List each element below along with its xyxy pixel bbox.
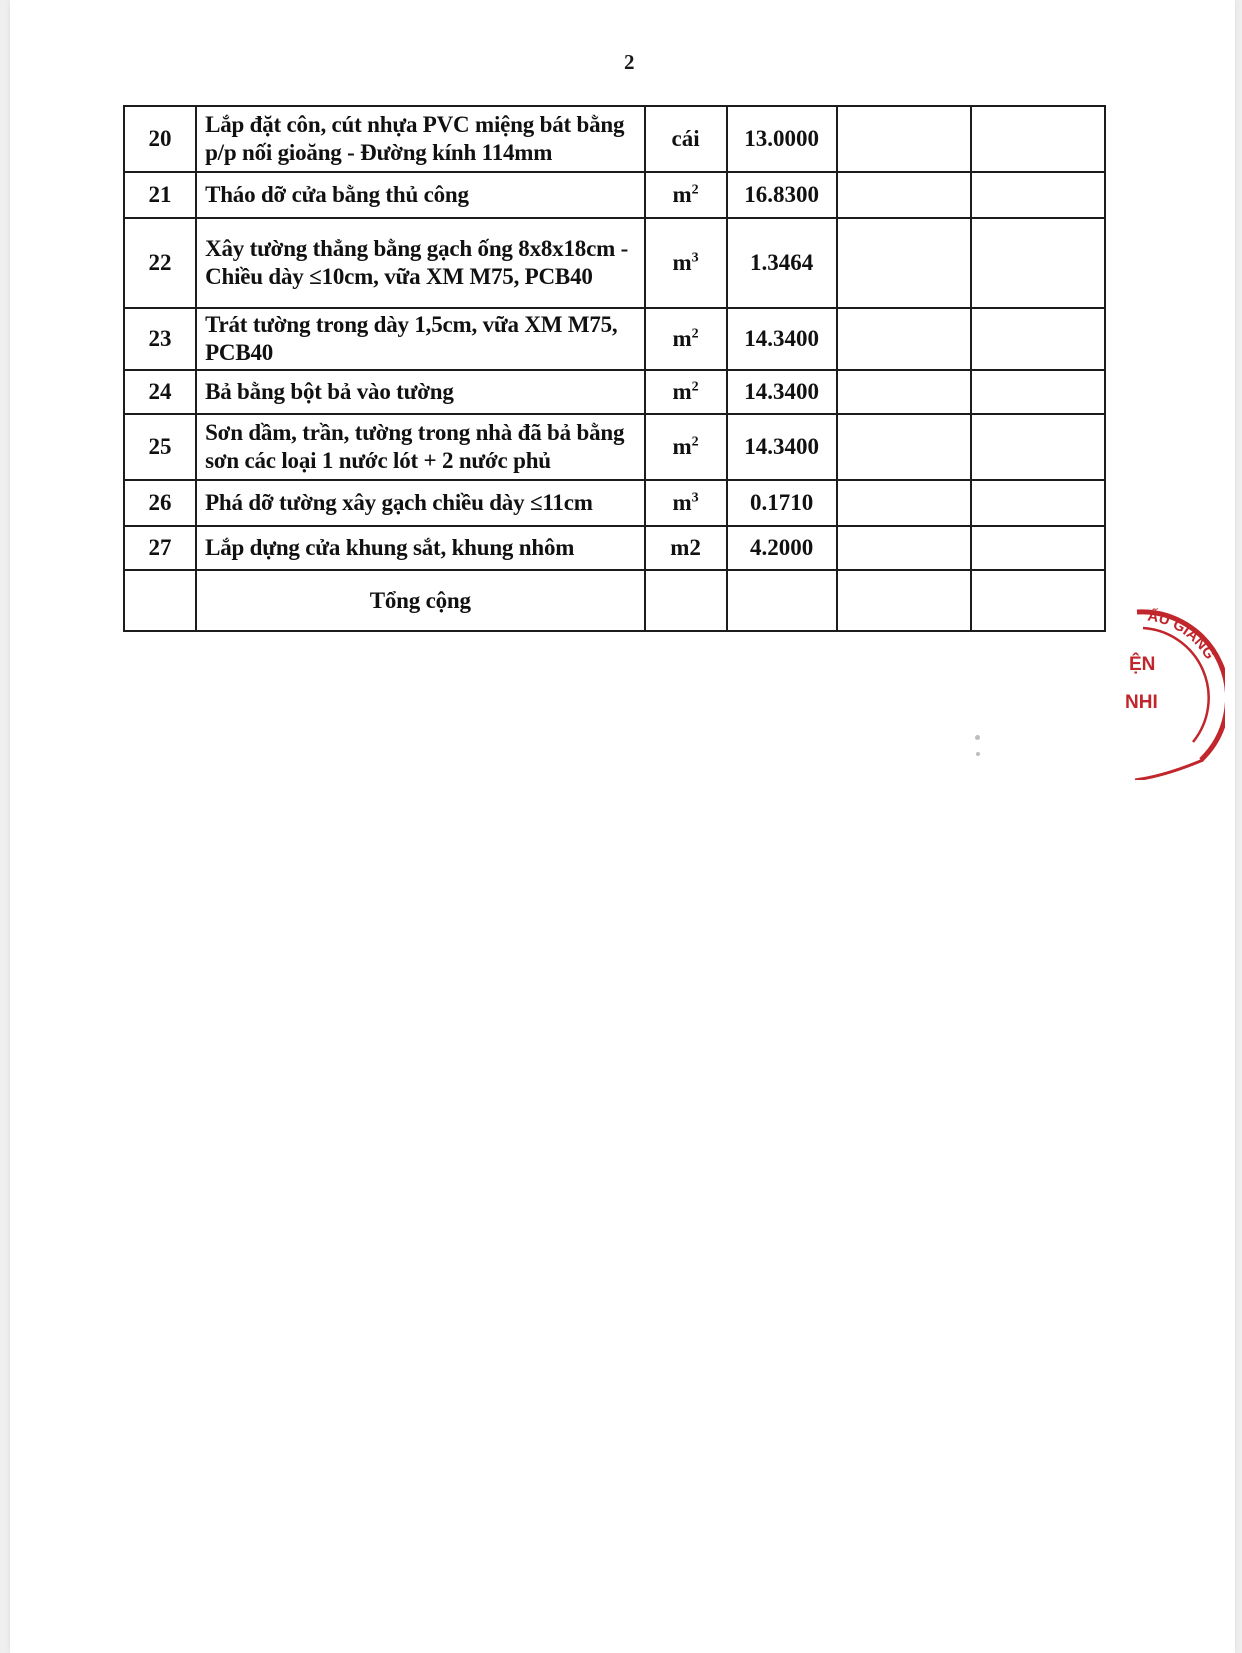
row-empty-cell — [727, 570, 837, 631]
row-empty-cell — [645, 570, 727, 631]
stamp-ring-icon — [1115, 600, 1225, 780]
row-unit: $m^2$ — [645, 308, 727, 370]
row-unit: m2 — [645, 526, 727, 570]
row-quantity: 14.3400 — [727, 308, 837, 370]
table-row — [124, 218, 1105, 308]
row-empty-cell — [971, 308, 1105, 370]
row-empty-cell — [971, 218, 1105, 308]
row-empty-cell — [837, 106, 971, 172]
row-unit: $m^2$ — [645, 414, 727, 480]
row-description: Bả bằng bột bả vào tường — [196, 370, 644, 414]
row-description: Lắp đặt côn, cút nhựa PVC miệng bát bằng p/p nối gioăng - Đường kính 114mm — [196, 106, 644, 172]
row-empty-cell — [971, 570, 1105, 631]
row-empty-cell — [837, 308, 971, 370]
row-number: 25 — [124, 414, 196, 480]
row-description: Xây tường thẳng bằng gạch ống 8x8x18cm - Chiều dày ≤10cm, vữa XM M75, PCB40 — [196, 218, 644, 308]
quantity-table — [123, 105, 1106, 632]
row-empty-cell — [837, 218, 971, 308]
row-description: Lắp dựng cửa khung sắt, khung nhôm — [196, 526, 644, 570]
table-row — [124, 526, 1105, 570]
table-row — [124, 480, 1105, 526]
row-number: 24 — [124, 370, 196, 414]
row-number: 27 — [124, 526, 196, 570]
document-page — [10, 0, 1235, 1653]
table-row — [124, 106, 1105, 172]
row-unit: $m^3$ — [645, 218, 727, 308]
row-quantity: 16.8300 — [727, 172, 837, 218]
row-quantity: 0.1710 — [727, 480, 837, 526]
row-empty-cell — [971, 526, 1105, 570]
scan-speck — [976, 752, 980, 756]
row-empty-cell — [971, 480, 1105, 526]
table-row — [124, 172, 1105, 218]
row-quantity: 14.3400 — [727, 370, 837, 414]
row-number: 21 — [124, 172, 196, 218]
row-number: 22 — [124, 218, 196, 308]
row-number: 20 — [124, 106, 196, 172]
row-description: Tháo dỡ cửa bằng thủ công — [196, 172, 644, 218]
row-empty-cell — [837, 480, 971, 526]
row-empty-cell — [971, 106, 1105, 172]
row-unit: $m^2$ — [645, 172, 727, 218]
stamp-arc-text: ẤU GIANG — [1146, 607, 1219, 663]
row-empty-cell — [837, 526, 971, 570]
stamp-text-line2: NHI — [1125, 692, 1158, 713]
row-quantity: 13.0000 — [727, 106, 837, 172]
scan-speck — [975, 735, 980, 740]
row-number: 23 — [124, 308, 196, 370]
page-number: 2 — [624, 50, 635, 74]
row-empty-cell — [971, 172, 1105, 218]
row-empty-cell — [837, 570, 971, 631]
official-stamp — [1115, 600, 1225, 780]
stamp-text-line1: ỆN — [1129, 654, 1156, 675]
row-description: Sơn dầm, trần, tường trong nhà đã bả bằng sơn các loại 1 nước lót + 2 nước phủ — [196, 414, 644, 480]
row-empty-cell — [837, 370, 971, 414]
row-empty-cell — [971, 370, 1105, 414]
row-unit: cái — [645, 106, 727, 172]
row-quantity: 14.3400 — [727, 414, 837, 480]
row-empty-cell — [837, 414, 971, 480]
row-unit: $m^3$ — [645, 480, 727, 526]
total-label: Tổng cộng — [196, 570, 644, 631]
svg-text:ẤU GIANG — [1146, 607, 1218, 662]
table-row — [124, 308, 1105, 370]
row-description: Phá dỡ tường xây gạch chiều dày ≤11cm — [196, 480, 644, 526]
row-unit: $m^2$ — [645, 370, 727, 414]
row-quantity: 4.2000 — [727, 526, 837, 570]
total-row — [124, 570, 1105, 631]
table-row — [124, 370, 1105, 414]
row-empty-cell — [971, 414, 1105, 480]
row-empty-cell — [837, 172, 971, 218]
row-number: 26 — [124, 480, 196, 526]
table-row — [124, 414, 1105, 480]
row-empty-cell — [124, 570, 196, 631]
row-quantity: 1.3464 — [727, 218, 837, 308]
row-description: Trát tường trong dày 1,5cm, vữa XM M75, PCB40 — [196, 308, 644, 370]
